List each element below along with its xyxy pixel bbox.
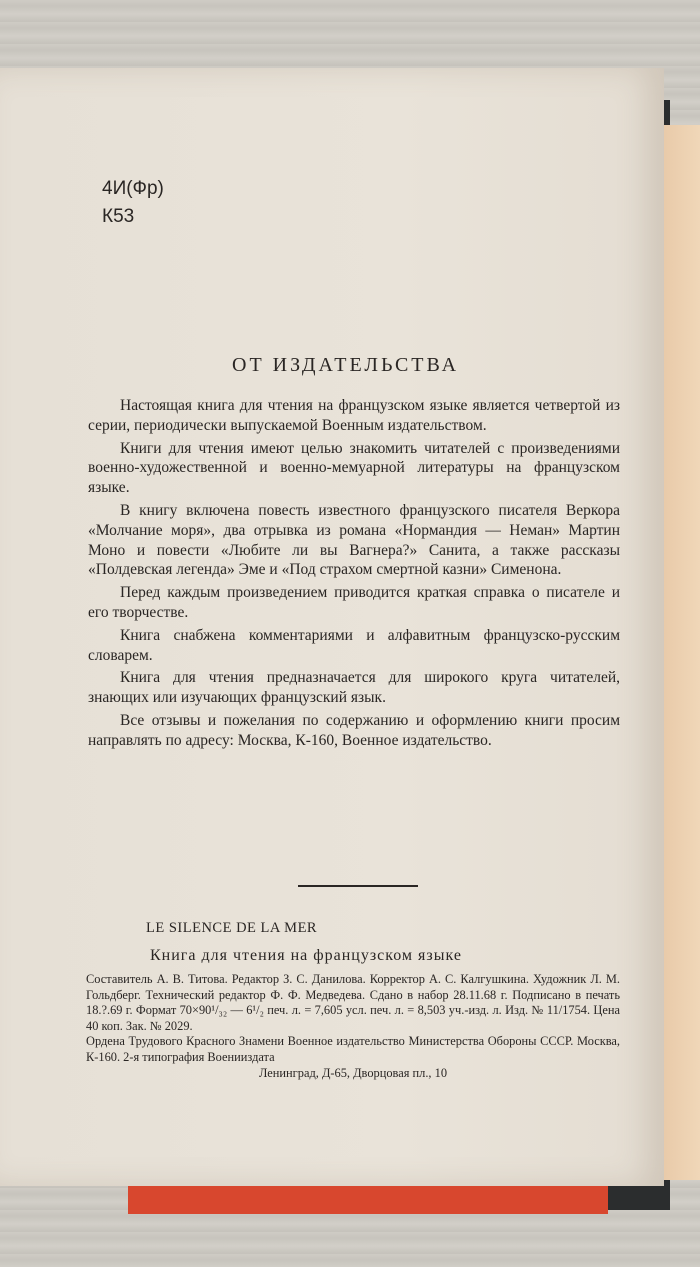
catalog-code-line2: К53 <box>102 206 135 227</box>
paragraph: Все отзывы и пожелания по содержанию и оформлению книги просим направлять по адресу: Москва, К-160, Военное издательство. <box>88 711 620 749</box>
paragraph: Книга снабжена комментариями и алфавитным французско-русским словарем. <box>88 626 620 664</box>
paragraph: Перед каждым произведением приводится краткая справка о писателе и его творчестве. <box>88 584 620 621</box>
french-title: LE SILENCE DE LA MER <box>146 920 318 936</box>
paragraph: Настоящая книга для чтения на французском языке является четвертой из серии, периодически выпускаемой Военным издательством. <box>88 397 620 434</box>
paragraph: Книги для чтения имеют целью знакомить читателей с произведениями военно-художественной и военно-мемуарной литературы на французском языке. <box>88 439 620 497</box>
paragraph: Книга для чтения предназначается для широкого круга читателей, знающих или изучающих французский язык. <box>88 669 620 707</box>
russian-title: Книга для чтения на французском языке <box>150 947 462 964</box>
imprint-address: Ленинград, Д-65, Дворцовая пл., 10 <box>258 1065 448 1080</box>
book-page <box>0 68 664 1186</box>
cover-red-band <box>128 1186 608 1214</box>
imprint-block <box>86 972 620 1081</box>
catalog-code-line1: 4И(Фр) <box>102 178 164 199</box>
publisher-note <box>88 396 620 754</box>
page-edge <box>660 125 700 1180</box>
imprint-credits: Составитель А. В. Титова. Редактор З. С. Данилова. Корректор А. С. Калгушкина. Художник Л. М. Гольдберг. Технический редактор Ф. Ф. Медведева. Сдано в набор 28.11.68 г. Подписано в печать 18.?.69 г. Формат 70×90¹/₃₂ — 6¹/₂ печ. л. = 7,605 усл. печ. л. = 8,503 уч.-изд. л. Изд. № 11/1754. Цена 40 коп. Зак. № 2029. <box>86 972 620 1033</box>
divider <box>298 885 418 887</box>
paragraph: В книгу включена повесть известного французского писателя Веркора «Молчание моря», два отрывка из романа «Нормандия — Неман» Мартин Моно и повести «Любите ли вы Вагнера?» Санита, а также рассказы «Полдевская легенда» Эме и «Под страхом смертной казни» Сименона. <box>88 501 620 579</box>
page-heading: ОТ ИЗДАТЕЛЬСТВА <box>232 354 460 376</box>
imprint-publisher: Ордена Трудового Красного Знамени Военное издательство Министерства Обороны СССР. Москва, К-160. 2-я типография Военииздата <box>86 1034 620 1064</box>
catalog-code <box>102 175 164 231</box>
